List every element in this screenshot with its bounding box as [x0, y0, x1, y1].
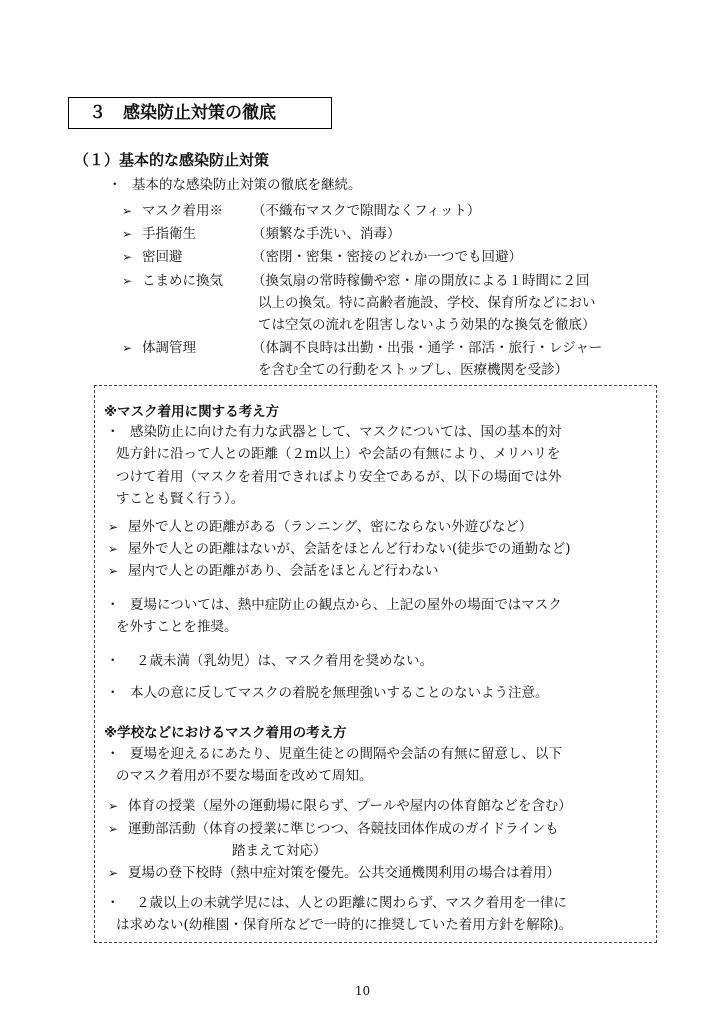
paragraph-line: すことも賢く行う）。	[116, 491, 245, 507]
paragraph-line: ２歳以上の未就学児には、人との距離に関わらず、マスク着用を一律に	[136, 895, 567, 911]
measure-label: こまめに換気	[142, 273, 223, 289]
page-number: 10	[354, 984, 371, 998]
arrow-item: 屋外で人との距離はないが、会話をほとんど行わない(徒歩での通勤など)	[128, 541, 571, 557]
bullet-dot: ・	[106, 895, 120, 911]
bullet-dot: ・	[106, 746, 120, 762]
bullet-dot: ・	[106, 685, 120, 701]
measure-label: マスク着用※	[142, 203, 223, 219]
section-title: ３ 感染防止対策の徹底	[68, 97, 332, 129]
bullet-dot: ・	[108, 177, 122, 193]
measure-label: 密回避	[142, 249, 183, 265]
paragraph-line: は求めない(幼稚園・保育所などで一時的に推奨していた着用方針を解除)。	[116, 917, 573, 933]
measure-detail: ては空気の流れを阻害しないよう効果的な換気を徹底）	[258, 317, 596, 333]
paragraph-line: 処方針に沿って人との距離（２m以上）や会話の有無により、メリハリを	[116, 446, 561, 462]
arrow-icon: ➢	[108, 564, 119, 578]
arrow-icon: ➢	[122, 204, 133, 218]
paragraph-line: ２歳未満（乳幼児）は、マスク着用を奨めない。	[136, 653, 433, 669]
subheading: （１）基本的な感染防止対策	[74, 151, 270, 169]
arrow-item: 運動部活動（体育の授業に準じつつ、各競技団体作成のガイドラインも	[128, 821, 559, 837]
arrow-icon: ➢	[108, 822, 119, 836]
bullet-dot: ・	[106, 597, 120, 613]
measure-label: 手指衛生	[142, 226, 196, 242]
arrow-icon: ➢	[122, 227, 133, 241]
paragraph-line: つけて着用（マスクを着用できればより安全であるが、以下の場面では外	[116, 469, 562, 485]
measure-detail: （体調不良時は出勤・出張・通学・部活・旅行・レジャー	[252, 340, 603, 356]
arrow-icon: ➢	[122, 274, 133, 288]
bullet-dot: ・	[106, 653, 120, 669]
arrow-item: 体育の授業（屋外の運動場に限らず、プールや屋内の体育館などを含む）	[128, 798, 572, 814]
paragraph-line: 夏場を迎えるにあたり、児童生徒との間隔や会話の有無に留意し、以下	[130, 746, 562, 762]
arrow-icon: ➢	[108, 799, 119, 813]
arrow-item: 夏場の登下校時（熱中症対策を優先。公共交通機関利用の場合は着用）	[128, 865, 560, 881]
box-heading-mask: ※マスク着用に関する考え方	[104, 404, 280, 420]
arrow-icon: ➢	[108, 866, 119, 880]
arrow-item: 屋内で人との距離があり、会話をほとんど行わない	[128, 563, 439, 579]
measure-label: 体調管理	[142, 340, 196, 356]
bullet-dot: ・	[106, 424, 120, 440]
measure-detail: （不織布マスクで隙間なくフィット）	[252, 203, 481, 219]
box-heading-school: ※学校などにおけるマスク着用の考え方	[104, 725, 347, 741]
measure-detail: を含む全ての行動をストップし、医療機関を受診）	[258, 362, 569, 378]
measure-detail: （換気扇の常時稼働や窓・扉の開放による１時間に２回	[252, 273, 590, 289]
paragraph-line: 夏場については、熱中症防止の観点から、上記の屋外の場面ではマスク	[130, 597, 562, 613]
paragraph-line: 本人の意に反してマスクの着脱を無理強いすることのないよう注意。	[130, 685, 549, 701]
measure-detail: （頻繁な手洗い、消毒）	[252, 226, 401, 242]
measure-detail: （密閉・密集・密接のどれか一つでも回避）	[252, 249, 522, 265]
paragraph-line: 感染防止に向けた有力な武器として、マスクについては、国の基本的対	[130, 424, 562, 440]
arrow-icon: ➢	[108, 520, 119, 534]
arrow-item: 屋外で人との距離がある（ランニング、密にならない外遊びなど）	[128, 519, 533, 535]
arrow-icon: ➢	[108, 542, 119, 556]
arrow-icon: ➢	[122, 341, 133, 355]
paragraph-line: のマスク着用が不要な場面を改めて周知。	[116, 768, 373, 784]
arrow-item: 踏まえて対応）	[232, 843, 327, 859]
arrow-icon: ➢	[122, 250, 133, 264]
intro-text: 基本的な感染防止対策の徹底を継続。	[132, 177, 362, 193]
paragraph-line: を外すことを推奨。	[116, 619, 238, 635]
measure-detail: 以上の換気。特に高齢者施設、学校、保育所などにおい	[258, 295, 596, 311]
